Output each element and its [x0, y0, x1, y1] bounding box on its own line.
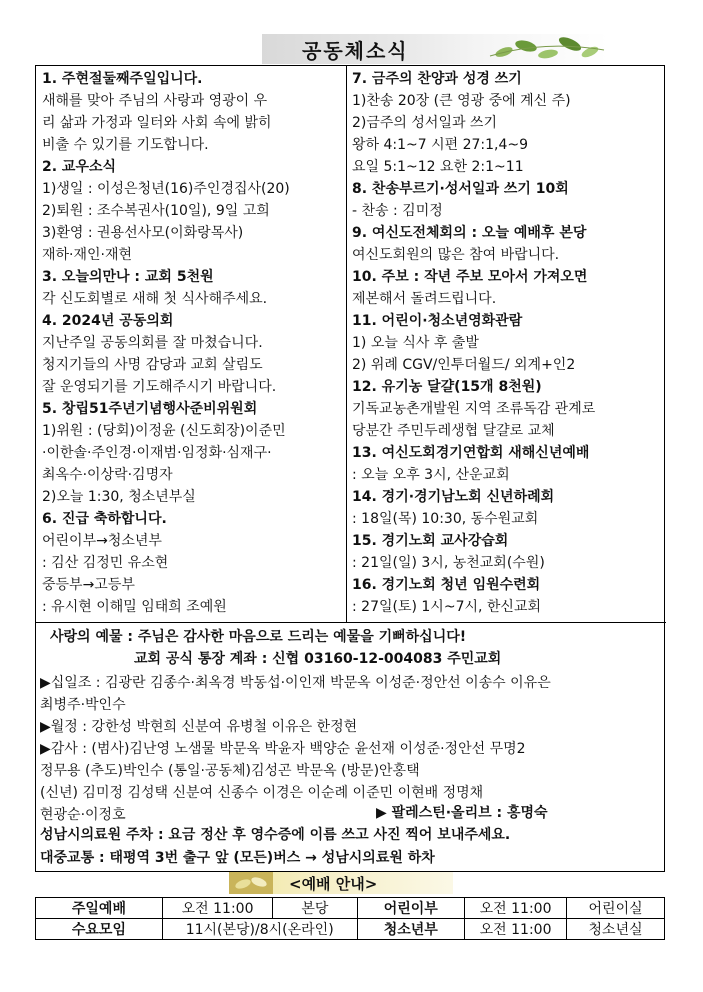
text-line: 2. 교우소식 [42, 159, 117, 175]
donation-line: ▶월정 : 강한성 박현희 신분여 유병철 이유은 한정현 [40, 719, 358, 735]
worship-cell: 본당 [273, 898, 357, 919]
text-line: 3)환영 : 권용선사모(이화랑목사) [42, 225, 244, 241]
worship-cell: 주일예배 [36, 898, 163, 919]
left-column [36, 66, 347, 622]
worship-cell: 수요모임 [36, 919, 163, 940]
worship-cell: 어린이실 [567, 898, 665, 919]
text-line: 6. 진급 축하합니다. [42, 511, 167, 527]
text-line: : 21일(일) 3시, 농천교회(수원) [352, 555, 545, 571]
text-line: 중등부→고등부 [42, 577, 135, 593]
text-line: : 오늘 오후 3시, 산운교회 [352, 467, 510, 483]
worship-row [36, 898, 665, 919]
text-line: 새해를 맞아 주님의 사랑과 영광이 우 [42, 93, 268, 109]
text-line: 리 삶과 가정과 일터와 사회 속에 밝히 [42, 115, 272, 131]
text-line: : 김산 김정민 유소현 [42, 555, 169, 571]
leaf-icon [229, 872, 273, 894]
donation-line: ▶십일조 : 김광란 김종수·최옥경 박동섭·이인재 박문옥 이성준·정안선 이송수 이유은 [40, 675, 551, 691]
text-line: 1)찬송 20장 (큰 영광 중에 계신 주) [352, 93, 571, 109]
right-column [346, 66, 666, 622]
text-line: 재하·재인·재현 [42, 247, 133, 263]
donation-line: 현광순·이정호 [40, 807, 126, 823]
text-line: 11. 어린이·청소년영화관람 [352, 313, 523, 329]
page-title: 공동체소식 [302, 39, 409, 63]
text-line: 요일 5:1~12 요한 2:1~11 [352, 159, 524, 175]
text-line: 12. 유기농 달걀(15개 8천원) [352, 379, 542, 395]
leaf-decoration-icon [484, 34, 608, 64]
text-line: 비출 수 있기를 기도합니다. [42, 137, 209, 153]
worship-table [35, 897, 665, 940]
text-line: : 유시현 이해밀 임태희 조예원 [42, 599, 227, 615]
text-line: 7. 금주의 찬양과 성경 쓰기 [352, 71, 522, 87]
worship-cell: 오전 11:00 [464, 898, 566, 919]
text-line: 14. 경기·경기남노회 신년하례회 [352, 489, 555, 505]
text-line: 2) 위례 CGV/인투더월드/ 외계+인2 [352, 357, 576, 373]
text-line: 최옥수·이상락·김명자 [42, 467, 173, 483]
account-line: 교회 공식 통장 계좌 : 신협 03160-12-004083 주민교회 [134, 651, 502, 667]
donation-line: 최병주·박인수 [40, 697, 126, 713]
text-line: 1) 오늘 식사 후 출발 [352, 335, 479, 351]
parking-line: 성남시의료원 주차 : 요금 정산 후 영수증에 이름 쓰고 사진 찍어 보내주세요. [40, 827, 511, 843]
text-line: 16. 경기노회 청년 임원수련회 [352, 577, 541, 593]
text-line: 청지기들의 사명 감당과 교회 살림도 [42, 357, 263, 373]
palestine-line: ▶ 팔레스틴·올리브 : 홍명숙 [376, 805, 548, 821]
worship-banner [229, 872, 453, 894]
text-line: 1)생일 : 이성은청년(16)주인경집사(20) [42, 181, 290, 197]
text-line: 2)오늘 1:30, 청소년부실 [42, 489, 196, 505]
text-line: 13. 여신도회경기연합회 새해신년예배 [352, 445, 590, 461]
text-line: 1)위원 : (당회)이정윤 (신도회장)이준민 [42, 423, 286, 439]
donation-line: ▶감사 : (범사)김난영 노샘물 박문옥 박윤자 백양순 윤선재 이성준·정안선 무명2 [40, 741, 526, 757]
transit-line: 대중교통 : 태평역 3번 출구 앞 (모든)버스 → 성남시의료원 하차 [40, 850, 435, 866]
donation-line: 정무용 (추도)박인수 (통일·공동체)김성곤 박문옥 (방문)안홍택 [40, 763, 420, 779]
donation-line: (신년) 김미정 김성택 신분여 신종수 이경은 이순례 이준민 이현배 정명채 [40, 785, 484, 801]
text-line: 여신도회원의 많은 참여 바랍니다. [352, 247, 560, 263]
text-line: - 찬송 : 김미정 [352, 203, 443, 219]
text-line: 지난주일 공동의회를 잘 마쳤습니다. [42, 335, 263, 351]
worship-title: <예배 안내> [289, 875, 378, 893]
offering-line: 사랑의 예물 : 주님은 감사한 마음으로 드리는 예물을 기뻐하십니다! [50, 629, 467, 645]
text-line: 잘 운영되기를 기도해주시기 바랍니다. [42, 379, 277, 395]
worship-cell: 오전 11:00 [162, 898, 272, 919]
text-line: 왕하 4:1~7 시편 27:1,4~9 [352, 137, 529, 153]
text-line: 8. 찬송부르기·성서일과 쓰기 10회 [352, 181, 569, 197]
text-line: 기독교농촌개발원 지역 조류독감 관계로 [352, 401, 596, 417]
text-line: ·이한솔·주인경·이재범·임정화·심재구· [42, 445, 272, 461]
text-line: 3. 오늘의만나 : 교회 5천원 [42, 269, 214, 285]
text-line: 각 신도회별로 새해 첫 식사해주세요. [42, 291, 268, 307]
title-banner [262, 34, 608, 64]
worship-cell: 어린이부 [357, 898, 464, 919]
text-line: 15. 경기노회 교사강습회 [352, 533, 509, 549]
news-box [35, 65, 665, 872]
text-line: : 27일(토) 1시~7시, 한신교회 [352, 599, 541, 615]
worship-cell: 11시(본당)/8시(온라인) [162, 919, 357, 940]
worship-row [36, 919, 665, 940]
text-line: 4. 2024년 공동의회 [42, 313, 174, 329]
text-line: 1. 주현절둘째주일입니다. [42, 71, 203, 87]
text-line: : 18일(목) 10:30, 동수원교회 [352, 511, 539, 527]
text-line: 9. 여신도전체회의 : 오늘 예배후 본당 [352, 225, 587, 241]
text-line: 5. 창립51주년기념행사준비위원회 [42, 401, 258, 417]
worship-cell: 청소년실 [567, 919, 665, 940]
text-line: 2)퇴원 : 조수복권사(10일), 9일 고희 [42, 203, 270, 219]
text-line: 제본해서 돌려드립니다. [352, 291, 497, 307]
text-line: 2)금주의 성서일과 쓰기 [352, 115, 497, 131]
text-line: 당분간 주민두레생협 달걀로 교체 [352, 423, 555, 439]
worship-cell: 오전 11:00 [464, 919, 566, 940]
divider [36, 622, 666, 623]
text-line: 10. 주보 : 작년 주보 모아서 가져오면 [352, 269, 588, 285]
text-line: 어린이부→청소년부 [42, 533, 162, 549]
worship-cell: 청소년부 [357, 919, 464, 940]
